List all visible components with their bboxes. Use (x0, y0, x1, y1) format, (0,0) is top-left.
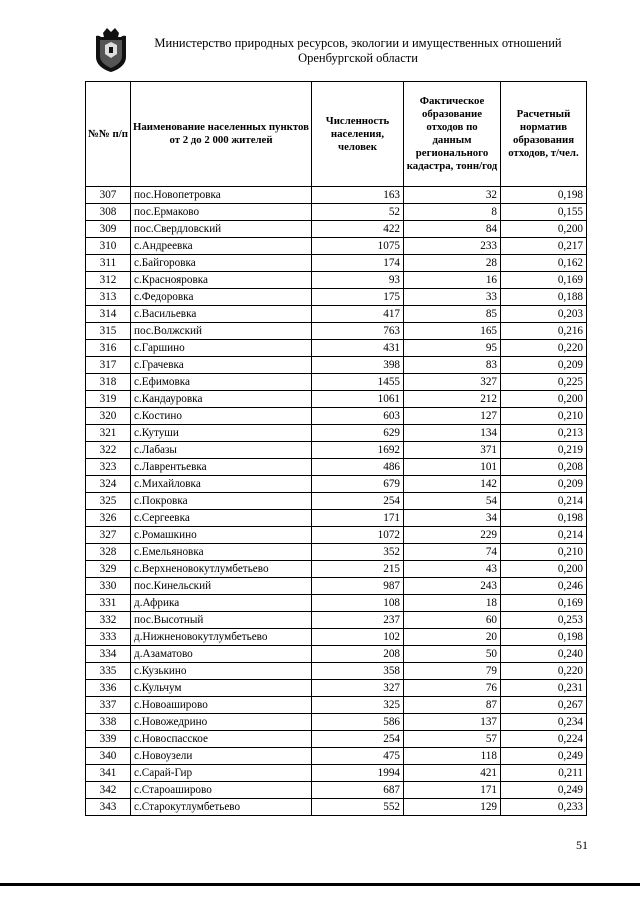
cell-waste: 229 (404, 527, 501, 544)
table-row (86, 493, 587, 510)
cell-name: д.Нижненовокутлумбетьево (131, 629, 312, 646)
cell-population: 679 (312, 476, 404, 493)
table-row (86, 595, 587, 612)
cell-norm: 0,198 (501, 510, 587, 527)
cell-population: 327 (312, 680, 404, 697)
cell-name: с.Новоспасское (131, 731, 312, 748)
cell-population: 237 (312, 612, 404, 629)
cell-norm: 0,169 (501, 595, 587, 612)
cell-num: 324 (86, 476, 131, 493)
cell-population: 398 (312, 357, 404, 374)
table-row (86, 544, 587, 561)
cell-norm: 0,219 (501, 442, 587, 459)
header-name: Наименование населенных пунктов от 2 до 2 000 жителей (131, 82, 312, 187)
cell-waste: 34 (404, 510, 501, 527)
cell-population: 1072 (312, 527, 404, 544)
cell-waste: 50 (404, 646, 501, 663)
table-row (86, 799, 587, 816)
cell-num: 317 (86, 357, 131, 374)
cell-waste: 101 (404, 459, 501, 476)
cell-waste: 134 (404, 425, 501, 442)
cell-waste: 79 (404, 663, 501, 680)
cell-num: 321 (86, 425, 131, 442)
cell-waste: 95 (404, 340, 501, 357)
cell-num: 322 (86, 442, 131, 459)
cell-num: 320 (86, 408, 131, 425)
cell-population: 325 (312, 697, 404, 714)
cell-waste: 57 (404, 731, 501, 748)
table-row (86, 663, 587, 680)
cell-norm: 0,169 (501, 272, 587, 289)
cell-population: 208 (312, 646, 404, 663)
cell-norm: 0,210 (501, 544, 587, 561)
cell-num: 309 (86, 221, 131, 238)
cell-population: 1692 (312, 442, 404, 459)
ministry-name: Министерство природных ресурсов, экологии и имущественных отношений (154, 36, 562, 50)
region-name: Оренбургской области (298, 51, 418, 65)
cell-population: 93 (312, 272, 404, 289)
cell-norm: 0,234 (501, 714, 587, 731)
cell-name: с.Новоаширово (131, 697, 312, 714)
cell-population: 987 (312, 578, 404, 595)
cell-population: 1455 (312, 374, 404, 391)
cell-name: с.Кузькино (131, 663, 312, 680)
cell-num: 313 (86, 289, 131, 306)
cell-num: 314 (86, 306, 131, 323)
cell-num: 319 (86, 391, 131, 408)
table-row (86, 187, 587, 204)
cell-num: 331 (86, 595, 131, 612)
cell-norm: 0,249 (501, 748, 587, 765)
table-row (86, 748, 587, 765)
cell-norm: 0,240 (501, 646, 587, 663)
cell-num: 338 (86, 714, 131, 731)
cell-waste: 16 (404, 272, 501, 289)
cell-population: 1994 (312, 765, 404, 782)
header-population: Численность населения, человек (312, 82, 404, 187)
table-row (86, 255, 587, 272)
cell-population: 215 (312, 561, 404, 578)
table-row (86, 510, 587, 527)
cell-name: с.Новоузели (131, 748, 312, 765)
cell-name: с.Новожедрино (131, 714, 312, 731)
cell-norm: 0,225 (501, 374, 587, 391)
cell-name: пос.Новопетровка (131, 187, 312, 204)
cell-num: 330 (86, 578, 131, 595)
table-row (86, 442, 587, 459)
cell-name: с.Васильевка (131, 306, 312, 323)
table-row (86, 374, 587, 391)
cell-norm: 0,249 (501, 782, 587, 799)
table-row (86, 612, 587, 629)
cell-name: с.Андреевка (131, 238, 312, 255)
cell-norm: 0,220 (501, 340, 587, 357)
table-row (86, 391, 587, 408)
cell-name: пос.Кинельский (131, 578, 312, 595)
settlements-waste-table (85, 81, 587, 816)
cell-name: с.Кутуши (131, 425, 312, 442)
cell-waste: 243 (404, 578, 501, 595)
cell-norm: 0,220 (501, 663, 587, 680)
cell-waste: 165 (404, 323, 501, 340)
cell-name: с.Старокутлумбетьево (131, 799, 312, 816)
cell-norm: 0,200 (501, 221, 587, 238)
cell-name: с.Покровка (131, 493, 312, 510)
cell-name: с.Михайловка (131, 476, 312, 493)
table-row (86, 289, 587, 306)
cell-norm: 0,233 (501, 799, 587, 816)
table-row (86, 425, 587, 442)
cell-name: с.Верхненовокутлумбетьево (131, 561, 312, 578)
cell-norm: 0,217 (501, 238, 587, 255)
cell-name: пос.Высотный (131, 612, 312, 629)
cell-num: 325 (86, 493, 131, 510)
cell-name: пос.Ермаково (131, 204, 312, 221)
cell-waste: 74 (404, 544, 501, 561)
cell-population: 422 (312, 221, 404, 238)
cell-norm: 0,200 (501, 391, 587, 408)
cell-waste: 127 (404, 408, 501, 425)
cell-name: с.Костино (131, 408, 312, 425)
cell-norm: 0,209 (501, 476, 587, 493)
cell-name: с.Сарай-Гир (131, 765, 312, 782)
table-row (86, 459, 587, 476)
cell-population: 352 (312, 544, 404, 561)
cell-name: с.Байгоровка (131, 255, 312, 272)
cell-name: с.Ефимовка (131, 374, 312, 391)
cell-name: д.Азаматово (131, 646, 312, 663)
cell-norm: 0,188 (501, 289, 587, 306)
cell-name: с.Кульчум (131, 680, 312, 697)
cell-population: 687 (312, 782, 404, 799)
cell-waste: 212 (404, 391, 501, 408)
table-row (86, 697, 587, 714)
cell-population: 431 (312, 340, 404, 357)
cell-norm: 0,208 (501, 459, 587, 476)
cell-num: 307 (86, 187, 131, 204)
cell-name: пос.Волжский (131, 323, 312, 340)
table-row (86, 527, 587, 544)
table-body (86, 187, 587, 816)
cell-population: 358 (312, 663, 404, 680)
cell-num: 315 (86, 323, 131, 340)
table-header-row (86, 82, 587, 187)
cell-num: 328 (86, 544, 131, 561)
cell-norm: 0,216 (501, 323, 587, 340)
cell-name: с.Емельяновка (131, 544, 312, 561)
cell-name: пос.Свердловский (131, 221, 312, 238)
cell-waste: 76 (404, 680, 501, 697)
cell-norm: 0,198 (501, 187, 587, 204)
cell-num: 340 (86, 748, 131, 765)
cell-name: с.Ромашкино (131, 527, 312, 544)
table-row (86, 561, 587, 578)
cell-waste: 83 (404, 357, 501, 374)
header-num: №№ п/п (86, 82, 131, 187)
cell-population: 108 (312, 595, 404, 612)
cell-waste: 421 (404, 765, 501, 782)
table-row (86, 238, 587, 255)
table-row (86, 629, 587, 646)
table-row (86, 221, 587, 238)
cell-population: 163 (312, 187, 404, 204)
cell-population: 1061 (312, 391, 404, 408)
cell-name: с.Кандауровка (131, 391, 312, 408)
cell-waste: 8 (404, 204, 501, 221)
cell-num: 311 (86, 255, 131, 272)
cell-waste: 137 (404, 714, 501, 731)
cell-num: 316 (86, 340, 131, 357)
cell-norm: 0,246 (501, 578, 587, 595)
cell-name: с.Лаврентьевка (131, 459, 312, 476)
cell-name: с.Гаршино (131, 340, 312, 357)
cell-population: 629 (312, 425, 404, 442)
cell-norm: 0,162 (501, 255, 587, 272)
cell-population: 486 (312, 459, 404, 476)
cell-name: д.Африка (131, 595, 312, 612)
cell-population: 1075 (312, 238, 404, 255)
orenburg-coat-of-arms-icon (91, 27, 131, 73)
table-row (86, 204, 587, 221)
cell-num: 310 (86, 238, 131, 255)
table-row (86, 578, 587, 595)
cell-population: 174 (312, 255, 404, 272)
table-row (86, 714, 587, 731)
cell-waste: 85 (404, 306, 501, 323)
header-waste: Фактическое образование отходов по данным регионального кадастра, тонн/год (404, 82, 501, 187)
cell-norm: 0,211 (501, 765, 587, 782)
table-row (86, 476, 587, 493)
cell-num: 312 (86, 272, 131, 289)
cell-name: с.Федоровка (131, 289, 312, 306)
cell-norm: 0,210 (501, 408, 587, 425)
cell-name: с.Староаширово (131, 782, 312, 799)
table-row (86, 323, 587, 340)
cell-norm: 0,224 (501, 731, 587, 748)
cell-norm: 0,209 (501, 357, 587, 374)
cell-num: 326 (86, 510, 131, 527)
table-row (86, 306, 587, 323)
cell-population: 552 (312, 799, 404, 816)
cell-population: 475 (312, 748, 404, 765)
cell-num: 329 (86, 561, 131, 578)
cell-num: 339 (86, 731, 131, 748)
cell-waste: 142 (404, 476, 501, 493)
cell-name: с.Лабазы (131, 442, 312, 459)
cell-waste: 20 (404, 629, 501, 646)
cell-norm: 0,267 (501, 697, 587, 714)
table-row (86, 408, 587, 425)
cell-population: 175 (312, 289, 404, 306)
cell-waste: 43 (404, 561, 501, 578)
table-row (86, 731, 587, 748)
cell-num: 335 (86, 663, 131, 680)
cell-num: 308 (86, 204, 131, 221)
cell-num: 318 (86, 374, 131, 391)
cell-num: 334 (86, 646, 131, 663)
cell-population: 52 (312, 204, 404, 221)
table-row (86, 680, 587, 697)
cell-waste: 233 (404, 238, 501, 255)
cell-num: 343 (86, 799, 131, 816)
cell-num: 323 (86, 459, 131, 476)
cell-waste: 33 (404, 289, 501, 306)
cell-population: 102 (312, 629, 404, 646)
cell-population: 254 (312, 493, 404, 510)
footer-divider (0, 883, 640, 886)
cell-waste: 28 (404, 255, 501, 272)
cell-num: 333 (86, 629, 131, 646)
cell-norm: 0,198 (501, 629, 587, 646)
table-row (86, 272, 587, 289)
cell-waste: 54 (404, 493, 501, 510)
page-number: 51 (576, 838, 588, 852)
cell-waste: 371 (404, 442, 501, 459)
cell-population: 763 (312, 323, 404, 340)
cell-norm: 0,214 (501, 493, 587, 510)
cell-name: с.Грачевка (131, 357, 312, 374)
cell-norm: 0,200 (501, 561, 587, 578)
cell-population: 254 (312, 731, 404, 748)
cell-waste: 18 (404, 595, 501, 612)
cell-norm: 0,203 (501, 306, 587, 323)
cell-num: 336 (86, 680, 131, 697)
cell-norm: 0,214 (501, 527, 587, 544)
cell-waste: 87 (404, 697, 501, 714)
cell-num: 327 (86, 527, 131, 544)
header-norm: Расчетный норматив образования отходов, т/чел. (501, 82, 587, 187)
cell-waste: 118 (404, 748, 501, 765)
cell-num: 341 (86, 765, 131, 782)
table-row (86, 357, 587, 374)
cell-population: 171 (312, 510, 404, 527)
cell-norm: 0,253 (501, 612, 587, 629)
cell-waste: 129 (404, 799, 501, 816)
cell-norm: 0,155 (501, 204, 587, 221)
cell-population: 417 (312, 306, 404, 323)
document-header (138, 36, 578, 66)
cell-num: 342 (86, 782, 131, 799)
cell-population: 586 (312, 714, 404, 731)
table-row (86, 340, 587, 357)
cell-norm: 0,213 (501, 425, 587, 442)
cell-norm: 0,231 (501, 680, 587, 697)
table-row (86, 646, 587, 663)
table-row (86, 782, 587, 799)
cell-waste: 327 (404, 374, 501, 391)
cell-name: с.Краснояровка (131, 272, 312, 289)
cell-population: 603 (312, 408, 404, 425)
cell-waste: 171 (404, 782, 501, 799)
cell-num: 337 (86, 697, 131, 714)
cell-waste: 84 (404, 221, 501, 238)
cell-waste: 32 (404, 187, 501, 204)
table-row (86, 765, 587, 782)
cell-num: 332 (86, 612, 131, 629)
cell-name: с.Сергеевка (131, 510, 312, 527)
cell-waste: 60 (404, 612, 501, 629)
